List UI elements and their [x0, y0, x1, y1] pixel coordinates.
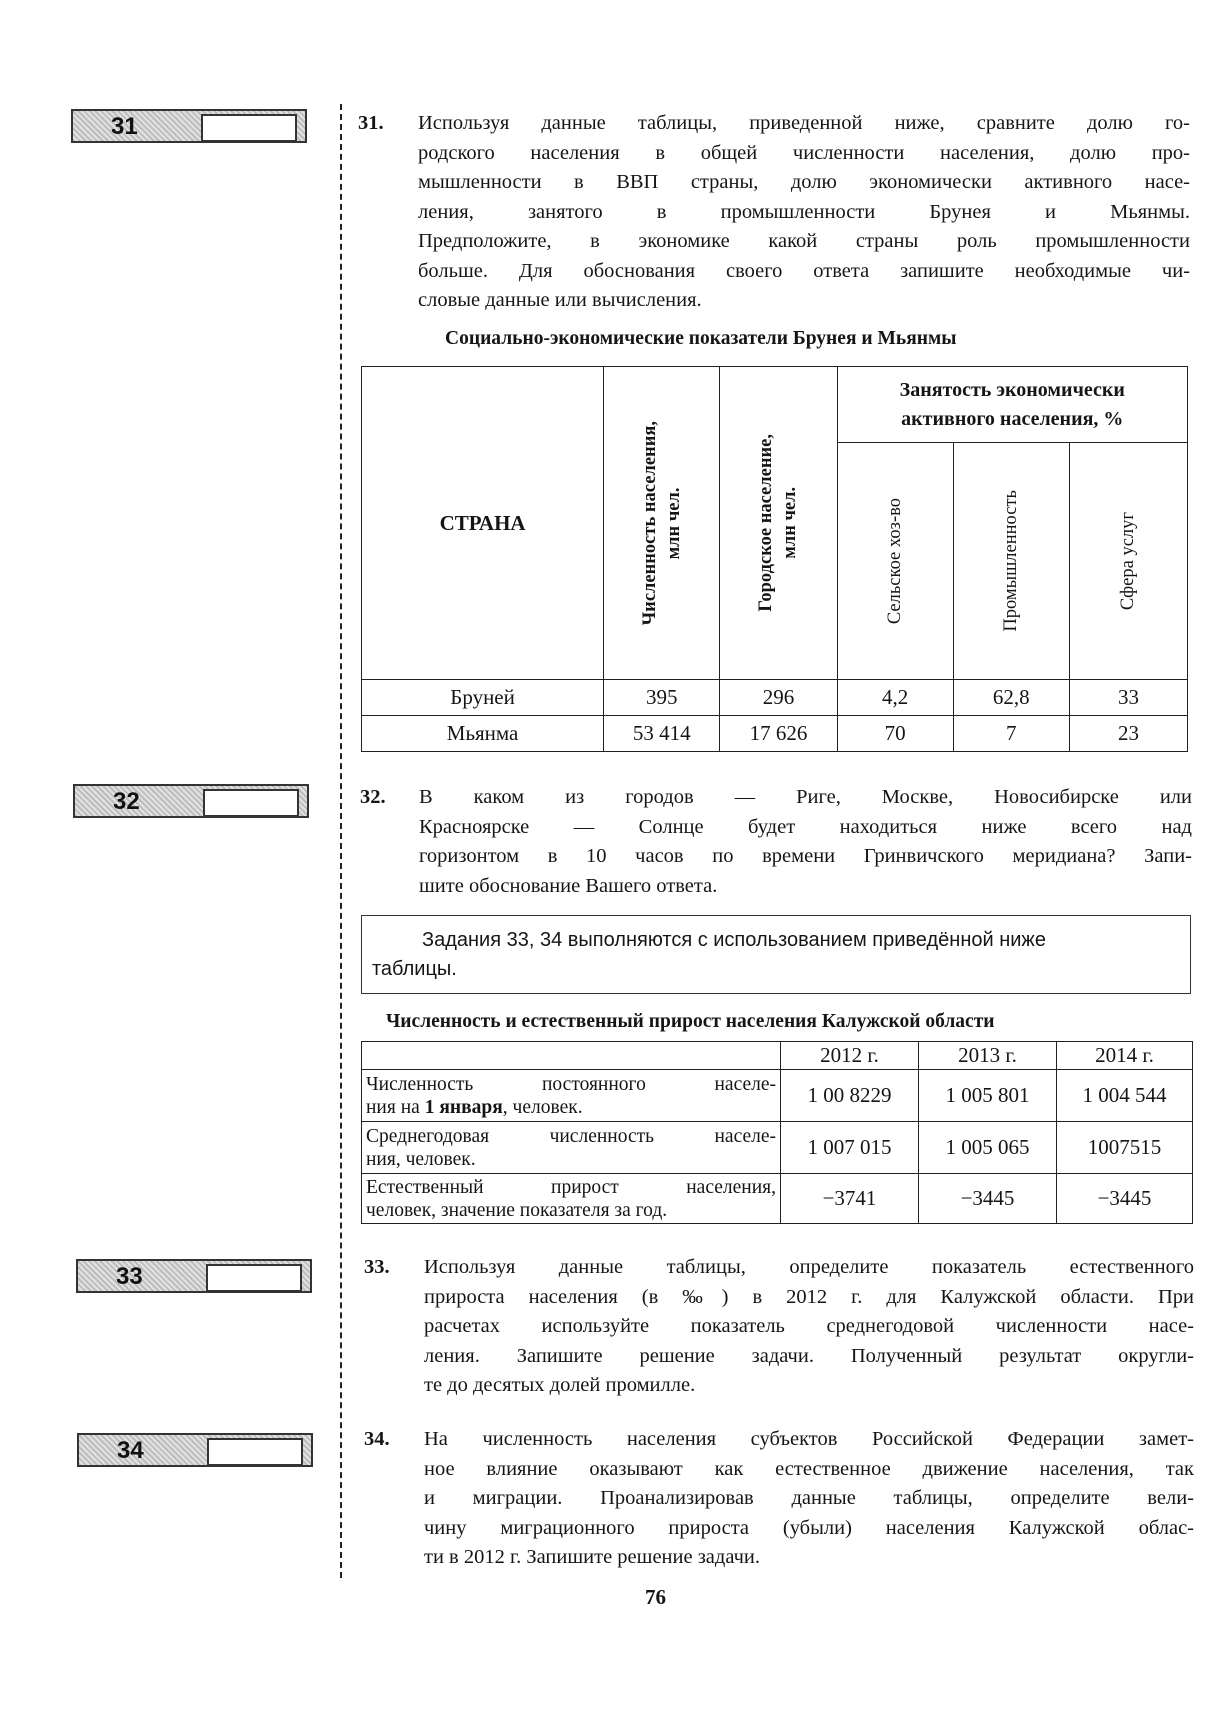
text-line: родского населения в общей численности населения, долю про-: [418, 141, 1190, 164]
notice-text: Задания 33, 34 выполняются с использованием приведённой ниже: [422, 929, 1046, 951]
text-line: Красноярске — Солнце будет находиться ниже всего над: [419, 815, 1192, 838]
header-employment: [837, 367, 1187, 443]
cell: 1 005 065: [919, 1122, 1057, 1174]
cell: 7: [953, 716, 1069, 752]
text-line: Естественный прирост населения,: [366, 1176, 776, 1198]
text-line: В каком из городов — Риге, Москве, Новосибирске или: [419, 786, 1192, 808]
header-text: млн чел.: [780, 487, 801, 559]
text-line: те до десятых долей промилле.: [424, 1374, 696, 1396]
table-row: [362, 716, 1188, 752]
header-population: [604, 367, 720, 680]
table2-title: Численность и естественный прирост населения Калужской области: [386, 1011, 995, 1032]
answer-box-number: 31: [111, 113, 138, 140]
answer-box-33: [76, 1259, 312, 1293]
cut-line: [340, 104, 342, 1578]
table-row: [362, 680, 1188, 716]
task-text: [424, 1253, 1194, 1401]
text-line: ления. Запишите решение задачи. Полученный результат округли-: [424, 1344, 1194, 1367]
cell: 1 00 8229: [781, 1070, 919, 1122]
table-brunei-myanmar: [361, 366, 1188, 752]
table-row: [362, 1122, 1193, 1174]
text-line: ния на: [366, 1096, 425, 1118]
answer-box-number: 34: [117, 1437, 144, 1464]
task-number: 33.: [364, 1256, 390, 1278]
cell: −3741: [781, 1174, 919, 1224]
cell: −3445: [1057, 1174, 1193, 1224]
answer-box-32: [73, 784, 309, 818]
header-text: активного населения, %: [901, 407, 1124, 430]
cell: 296: [720, 680, 837, 716]
task-number: 34.: [364, 1428, 390, 1450]
header-year: 2013 г.: [919, 1042, 1057, 1070]
text-line: Используя данные таблицы, определите показатель естественного: [424, 1256, 1194, 1278]
score-field[interactable]: [203, 789, 299, 817]
text-line: чину миграционного прироста (убыли) населения Калужской облас-: [424, 1516, 1194, 1539]
cell: Бруней: [362, 680, 604, 716]
text-line: словые данные или вычисления.: [418, 289, 702, 311]
text-line: Используя данные таблицы, приведенной ниже, сравните долю го-: [418, 112, 1190, 134]
text-line: мышленности в ВВП страны, долю экономически активного насе-: [418, 171, 1190, 193]
cell: −3445: [919, 1174, 1057, 1224]
header-text: Сфера услуг: [1118, 511, 1139, 611]
text-line: горизонтом в 10 часов по времени Гринвичского меридиана? Запи-: [419, 845, 1192, 867]
text-line: расчетах используйте показатель среднегодовой численности насе-: [424, 1315, 1194, 1337]
task-number: 31.: [358, 112, 384, 134]
task-text: [418, 109, 1190, 316]
header-industry: [953, 443, 1069, 680]
cell: 1 004 544: [1057, 1070, 1193, 1122]
page-number: 76: [645, 1585, 666, 1609]
header-text: млн чел.: [663, 487, 684, 559]
cell: Мьянма: [362, 716, 604, 752]
header-empty: [362, 1042, 781, 1070]
answer-box-number: 33: [116, 1263, 143, 1290]
cell: 1 005 801: [919, 1070, 1057, 1122]
header-services: [1069, 443, 1187, 680]
row-label: [362, 1070, 781, 1122]
text-line: Предположите, в экономике какой страны роль промышленности: [418, 230, 1190, 252]
cell: 70: [837, 716, 953, 752]
cell: 395: [604, 680, 720, 716]
score-field[interactable]: [207, 1438, 303, 1466]
task-number: 32.: [360, 786, 386, 808]
header-country: СТРАНА: [362, 367, 604, 680]
cell: 23: [1069, 716, 1187, 752]
header-text: Численность населения,: [639, 420, 660, 626]
cell: 53 414: [604, 716, 720, 752]
table-kaluga: [361, 1041, 1193, 1224]
cell: 17 626: [720, 716, 837, 752]
text-line: шите обоснование Вашего ответа.: [419, 874, 718, 897]
table1-title: Социально-экономические показатели Брунея и Мьянмы: [445, 328, 957, 349]
text-line: ния, человек.: [366, 1148, 476, 1170]
notice-box: [361, 915, 1191, 994]
notice-text: таблицы.: [372, 958, 457, 980]
table-row: [362, 1070, 1193, 1122]
score-field[interactable]: [206, 1264, 302, 1292]
text-line: На численность населения субъектов Российской Федерации замет-: [424, 1428, 1194, 1450]
text-line: Среднегодовая численность населе-: [366, 1125, 776, 1147]
header-year: 2014 г.: [1057, 1042, 1193, 1070]
text-line: , человек.: [502, 1096, 583, 1118]
cell: 62,8: [953, 680, 1069, 716]
task-text: [424, 1425, 1194, 1573]
header-text: Промышленность: [1001, 490, 1022, 632]
score-field[interactable]: [201, 114, 297, 142]
cell: 1007515: [1057, 1122, 1193, 1174]
row-label: [362, 1122, 781, 1174]
text-line: и миграции. Проанализировав данные таблицы, определите вели-: [424, 1487, 1194, 1509]
text-line: ное влияние оказывают как естественное движение населения, так: [424, 1457, 1194, 1480]
text-line: человек, значение показателя за год.: [366, 1199, 668, 1221]
text-line: больше. Для обоснования своего ответа запишите необходимые чи-: [418, 259, 1190, 282]
text-line: прироста населения (в ‰) в 2012 г. для Калужской области. При: [424, 1285, 1194, 1308]
answer-box-number: 32: [113, 788, 140, 815]
answer-box-31: [71, 109, 307, 143]
task-text: [419, 783, 1192, 901]
cell: 33: [1069, 680, 1187, 716]
text-line: ти в 2012 г. Запишите решение задачи.: [424, 1546, 761, 1568]
cell: 1 007 015: [781, 1122, 919, 1174]
header-urban: [720, 367, 837, 680]
header-agriculture: [837, 443, 953, 680]
table-row: [362, 1174, 1193, 1224]
header-text: Городское население,: [756, 434, 777, 612]
answer-box-34: [77, 1433, 313, 1467]
text-line: ления, занятого в промышленности Брунея и Мьянмы.: [418, 200, 1190, 223]
text-line: Численность постоянного населе-: [366, 1073, 776, 1095]
row-label: [362, 1174, 781, 1224]
header-text: Занятость экономически: [899, 378, 1125, 401]
header-year: 2012 г.: [781, 1042, 919, 1070]
header-text: Сельское хоз-во: [885, 497, 906, 625]
text-bold: 1 января: [424, 1096, 503, 1118]
cell: 4,2: [837, 680, 953, 716]
